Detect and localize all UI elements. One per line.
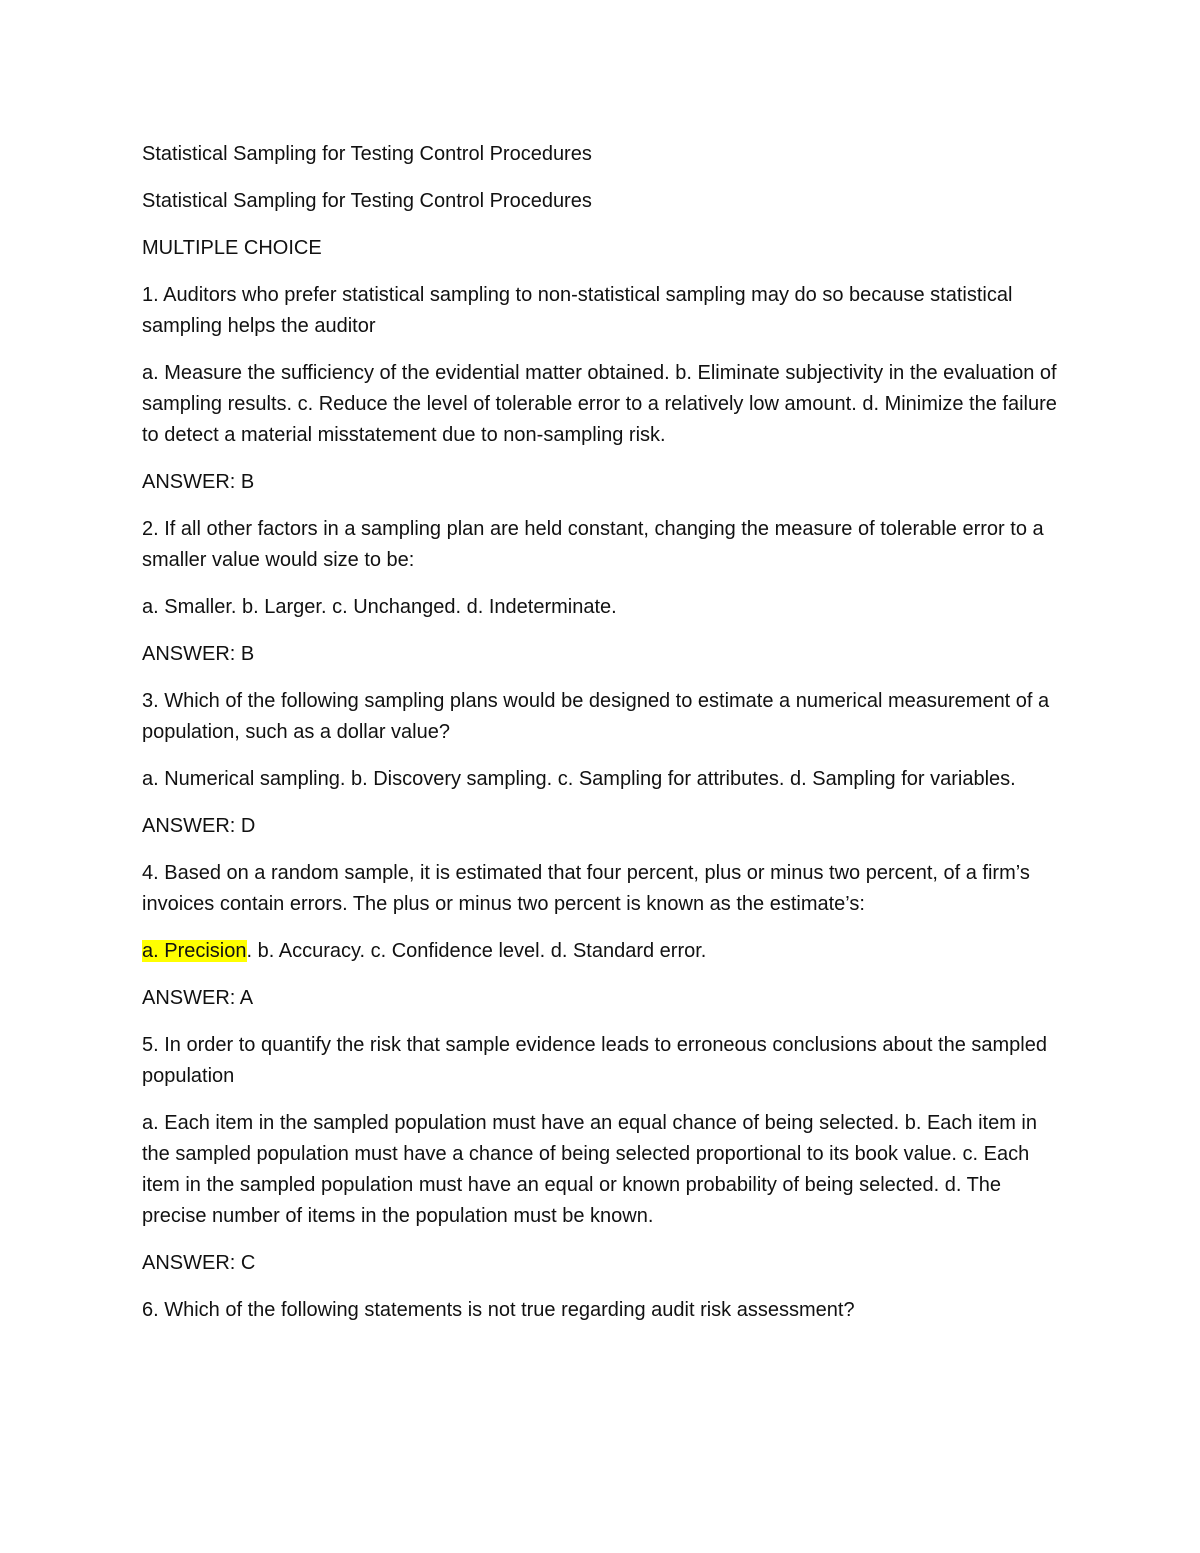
question-5-text: 5. In order to quantify the risk that sample evidence leads to erroneous conclusions about the sampled population: [142, 1034, 1047, 1087]
question-1-answer: ANSWER: B: [142, 471, 255, 493]
question-5-options: a. Each item in the sampled population must have an equal chance of being selected. b. Each item in the sampled population must have a chance of being selected proportional to its book value. c. Each item in the sampled population must have an equal or known probability of being selected. d. The precise number of items in the population must be known.: [142, 1112, 1037, 1227]
question-4-options-rest: . b. Accuracy. c. Confidence level. d. Standard error.: [246, 940, 707, 962]
document-subtitle: Statistical Sampling for Testing Control Procedures: [142, 190, 592, 212]
section-heading: MULTIPLE CHOICE: [142, 237, 322, 259]
question-4-answer: ANSWER: A: [142, 987, 254, 1009]
question-2-answer: ANSWER: B: [142, 643, 255, 665]
question-3-options: a. Numerical sampling. b. Discovery sampling. c. Sampling for attributes. d. Sampling for variables.: [142, 768, 1016, 790]
question-6-text: 6. Which of the following statements is not true regarding audit risk assessment?: [142, 1299, 855, 1321]
question-4-options: [142, 936, 1067, 967]
question-3-text: 3. Which of the following sampling plans would be designed to estimate a numerical measurement of a population, such as a dollar value?: [142, 690, 1050, 743]
highlighted-option: a. Precision: [142, 940, 247, 962]
document-title: Statistical Sampling for Testing Control Procedures: [142, 143, 592, 165]
question-2-options: a. Smaller. b. Larger. c. Unchanged. d. Indeterminate.: [142, 596, 617, 618]
question-1-options: a. Measure the sufficiency of the evidential matter obtained. b. Eliminate subjectivity in the evaluation of sampling results. c. Reduce the level of tolerable error to a relatively low amount. d. Minimize the failure to detect a material misstatement due to non-sampling risk.: [142, 362, 1057, 446]
question-4-text: 4. Based on a random sample, it is estimated that four percent, plus or minus two percent, of a firm’s invoices contain errors. The plus or minus two percent is known as the estimate’s:: [142, 862, 1030, 915]
question-1-text: 1. Auditors who prefer statistical sampling to non-statistical sampling may do so because statistical sampling helps the auditor: [142, 284, 1013, 337]
question-5-answer: ANSWER: C: [142, 1252, 256, 1274]
document-page: [142, 139, 1067, 1342]
question-3-answer: ANSWER: D: [142, 815, 256, 837]
question-2-text: 2. If all other factors in a sampling plan are held constant, changing the measure of tolerable error to a smaller value would size to be:: [142, 518, 1044, 571]
